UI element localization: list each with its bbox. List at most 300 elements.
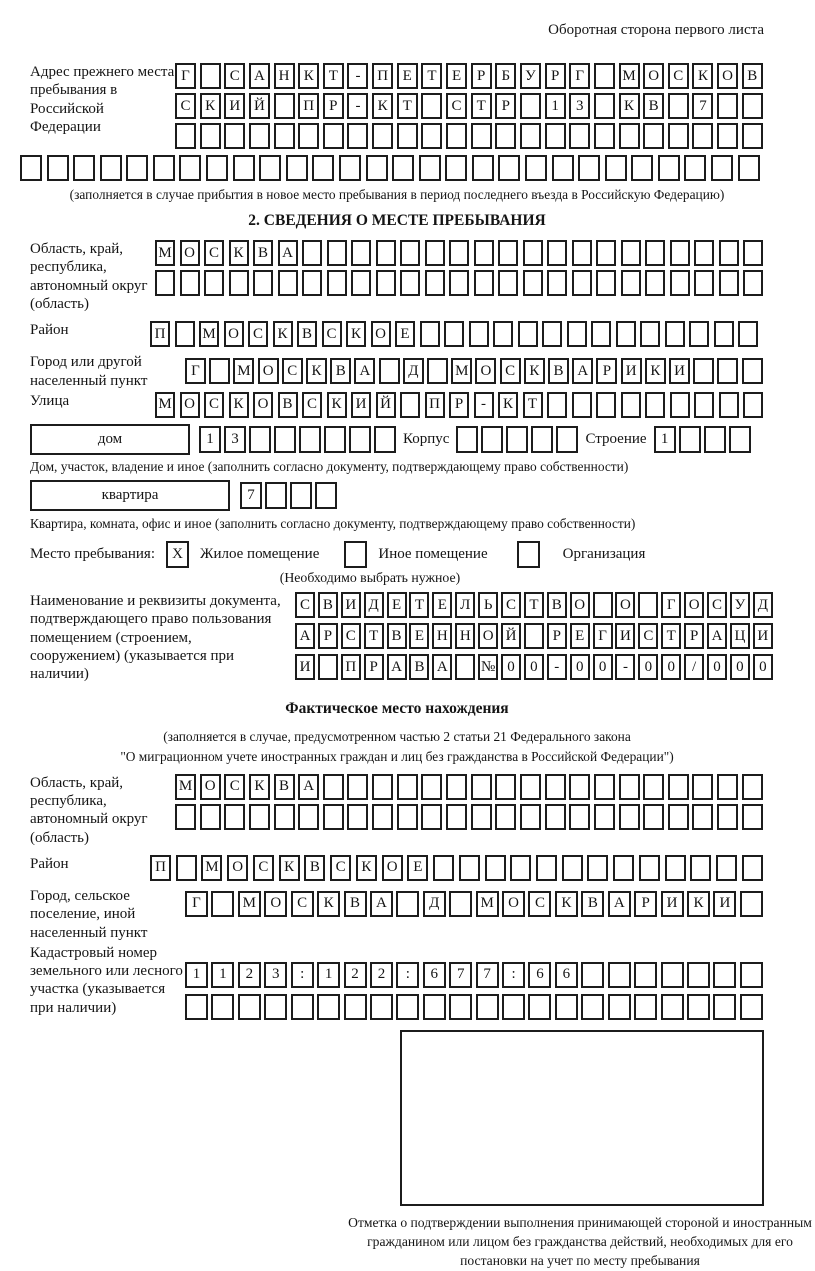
char-box[interactable]: 0 <box>661 654 681 680</box>
char-box[interactable] <box>520 804 541 830</box>
char-box[interactable] <box>605 155 627 181</box>
char-box[interactable] <box>506 426 528 453</box>
char-box[interactable] <box>397 804 418 830</box>
char-box[interactable]: К <box>327 392 347 418</box>
char-box[interactable] <box>495 774 516 800</box>
char-box[interactable] <box>485 855 506 881</box>
char-box[interactable]: Н <box>455 623 475 649</box>
char-box[interactable] <box>711 155 733 181</box>
char-box[interactable] <box>376 240 396 266</box>
char-box[interactable]: 7 <box>692 93 713 119</box>
char-box[interactable] <box>433 855 454 881</box>
char-box[interactable]: Д <box>753 592 773 618</box>
char-box[interactable] <box>179 155 201 181</box>
char-box[interactable]: - <box>615 654 635 680</box>
char-box[interactable] <box>347 123 368 149</box>
char-box[interactable]: Ь <box>478 592 498 618</box>
char-box[interactable] <box>176 855 197 881</box>
char-box[interactable] <box>520 93 541 119</box>
char-box[interactable]: С <box>500 358 521 384</box>
char-box[interactable]: А <box>387 654 407 680</box>
char-box[interactable]: У <box>730 592 750 618</box>
char-box[interactable] <box>370 994 393 1020</box>
char-box[interactable] <box>694 240 714 266</box>
char-box[interactable]: К <box>645 358 666 384</box>
char-box[interactable]: О <box>224 321 244 347</box>
char-box[interactable] <box>200 63 221 89</box>
char-box[interactable]: О <box>180 240 200 266</box>
char-box[interactable]: О <box>264 891 287 917</box>
char-box[interactable]: 2 <box>370 962 393 988</box>
char-box[interactable] <box>397 123 418 149</box>
char-box[interactable] <box>713 962 736 988</box>
char-box[interactable] <box>572 392 592 418</box>
char-box[interactable] <box>427 358 448 384</box>
char-box[interactable] <box>619 123 640 149</box>
char-box[interactable] <box>299 426 321 453</box>
char-box[interactable] <box>372 774 393 800</box>
char-box[interactable] <box>616 321 636 347</box>
char-box[interactable]: А <box>295 623 315 649</box>
char-box[interactable] <box>471 123 492 149</box>
char-box[interactable]: К <box>229 392 249 418</box>
char-box[interactable]: И <box>753 623 773 649</box>
char-box[interactable]: 2 <box>238 962 261 988</box>
char-box[interactable] <box>692 774 713 800</box>
stay-type-checkbox-residential[interactable]: X <box>166 541 189 568</box>
char-box[interactable] <box>155 270 175 296</box>
char-box[interactable] <box>449 270 469 296</box>
char-box[interactable] <box>717 123 738 149</box>
char-box[interactable] <box>547 240 567 266</box>
char-box[interactable]: В <box>409 654 429 680</box>
char-box[interactable] <box>224 804 245 830</box>
char-box[interactable]: С <box>224 63 245 89</box>
char-box[interactable] <box>420 321 440 347</box>
char-box[interactable]: Р <box>495 93 516 119</box>
char-box[interactable]: С <box>707 592 727 618</box>
char-box[interactable] <box>47 155 69 181</box>
char-box[interactable] <box>366 155 388 181</box>
char-box[interactable]: О <box>382 855 403 881</box>
char-box[interactable] <box>536 855 557 881</box>
char-box[interactable] <box>542 321 562 347</box>
char-box[interactable] <box>717 358 738 384</box>
char-box[interactable]: Р <box>596 358 617 384</box>
char-box[interactable]: Р <box>684 623 704 649</box>
char-box[interactable]: Е <box>446 63 467 89</box>
char-box[interactable]: К <box>279 855 300 881</box>
char-box[interactable]: С <box>668 63 689 89</box>
char-box[interactable]: С <box>341 623 361 649</box>
char-box[interactable] <box>446 804 467 830</box>
char-box[interactable]: Т <box>661 623 681 649</box>
char-box[interactable]: О <box>502 891 525 917</box>
char-box[interactable]: И <box>713 891 736 917</box>
char-box[interactable] <box>645 240 665 266</box>
char-box[interactable] <box>274 123 295 149</box>
char-box[interactable]: А <box>608 891 631 917</box>
char-box[interactable]: К <box>356 855 377 881</box>
char-box[interactable] <box>545 123 566 149</box>
char-box[interactable]: М <box>155 392 175 418</box>
char-box[interactable]: С <box>224 774 245 800</box>
char-box[interactable] <box>229 270 249 296</box>
char-box[interactable] <box>668 93 689 119</box>
char-box[interactable]: К <box>200 93 221 119</box>
char-box[interactable]: В <box>643 93 664 119</box>
char-box[interactable] <box>587 855 608 881</box>
char-box[interactable]: - <box>347 63 368 89</box>
char-box[interactable] <box>400 270 420 296</box>
char-box[interactable] <box>327 270 347 296</box>
char-box[interactable] <box>347 804 368 830</box>
char-box[interactable] <box>661 994 684 1020</box>
char-box[interactable]: С <box>248 321 268 347</box>
char-box[interactable] <box>621 270 641 296</box>
char-box[interactable] <box>175 804 196 830</box>
char-box[interactable] <box>474 270 494 296</box>
char-box[interactable] <box>459 855 480 881</box>
char-box[interactable] <box>211 891 234 917</box>
char-box[interactable]: В <box>330 358 351 384</box>
char-box[interactable] <box>593 592 613 618</box>
char-box[interactable]: Р <box>634 891 657 917</box>
char-box[interactable]: Е <box>407 855 428 881</box>
char-box[interactable]: № <box>478 654 498 680</box>
char-box[interactable]: 6 <box>423 962 446 988</box>
char-box[interactable] <box>474 240 494 266</box>
char-box[interactable]: 7 <box>240 482 262 509</box>
char-box[interactable]: И <box>621 358 642 384</box>
char-box[interactable]: Т <box>364 623 384 649</box>
char-box[interactable] <box>344 994 367 1020</box>
char-box[interactable]: О <box>570 592 590 618</box>
char-box[interactable] <box>351 240 371 266</box>
char-box[interactable]: : <box>291 962 314 988</box>
char-box[interactable]: Т <box>409 592 429 618</box>
char-box[interactable] <box>444 321 464 347</box>
char-box[interactable]: К <box>524 358 545 384</box>
char-box[interactable] <box>716 855 737 881</box>
char-box[interactable]: М <box>233 358 254 384</box>
char-box[interactable] <box>742 774 763 800</box>
char-box[interactable] <box>689 321 709 347</box>
char-box[interactable] <box>498 240 518 266</box>
char-box[interactable]: М <box>201 855 222 881</box>
char-box[interactable]: С <box>204 240 224 266</box>
char-box[interactable] <box>372 804 393 830</box>
char-box[interactable]: С <box>302 392 322 418</box>
char-box[interactable] <box>545 774 566 800</box>
char-box[interactable]: Д <box>403 358 424 384</box>
char-box[interactable]: Е <box>432 592 452 618</box>
char-box[interactable] <box>175 321 195 347</box>
char-box[interactable]: А <box>370 891 393 917</box>
char-box[interactable] <box>719 240 739 266</box>
char-box[interactable] <box>658 155 680 181</box>
char-box[interactable] <box>581 994 604 1020</box>
char-box[interactable]: О <box>478 623 498 649</box>
char-box[interactable] <box>596 270 616 296</box>
char-box[interactable]: А <box>354 358 375 384</box>
char-box[interactable] <box>619 804 640 830</box>
char-box[interactable] <box>645 392 665 418</box>
char-box[interactable]: В <box>297 321 317 347</box>
char-box[interactable] <box>481 426 503 453</box>
char-box[interactable]: И <box>669 358 690 384</box>
char-box[interactable] <box>621 240 641 266</box>
char-box[interactable]: И <box>224 93 245 119</box>
char-box[interactable] <box>523 240 543 266</box>
char-box[interactable] <box>498 155 520 181</box>
char-box[interactable]: П <box>298 93 319 119</box>
char-box[interactable] <box>200 123 221 149</box>
char-box[interactable] <box>591 321 611 347</box>
char-box[interactable] <box>690 855 711 881</box>
char-box[interactable] <box>100 155 122 181</box>
char-box[interactable] <box>528 994 551 1020</box>
char-box[interactable]: 1 <box>317 962 340 988</box>
char-box[interactable]: Е <box>409 623 429 649</box>
char-box[interactable]: О <box>475 358 496 384</box>
char-box[interactable] <box>446 123 467 149</box>
char-box[interactable] <box>495 123 516 149</box>
char-box[interactable]: О <box>253 392 273 418</box>
char-box[interactable]: С <box>291 891 314 917</box>
char-box[interactable]: С <box>446 93 467 119</box>
char-box[interactable] <box>421 774 442 800</box>
char-box[interactable] <box>323 774 344 800</box>
char-box[interactable] <box>73 155 95 181</box>
char-box[interactable]: О <box>180 392 200 418</box>
char-box[interactable]: П <box>150 855 171 881</box>
char-box[interactable]: 6 <box>528 962 551 988</box>
char-box[interactable]: Н <box>432 623 452 649</box>
char-box[interactable]: И <box>615 623 635 649</box>
char-box[interactable] <box>740 891 763 917</box>
char-box[interactable] <box>719 270 739 296</box>
char-box[interactable] <box>20 155 42 181</box>
char-box[interactable] <box>693 358 714 384</box>
char-box[interactable]: М <box>619 63 640 89</box>
char-box[interactable] <box>502 994 525 1020</box>
char-box[interactable] <box>449 994 472 1020</box>
char-box[interactable] <box>567 321 587 347</box>
char-box[interactable] <box>524 623 544 649</box>
char-box[interactable] <box>578 155 600 181</box>
char-box[interactable]: : <box>502 962 525 988</box>
char-box[interactable] <box>445 155 467 181</box>
char-box[interactable]: А <box>432 654 452 680</box>
char-box[interactable]: Г <box>661 592 681 618</box>
char-box[interactable] <box>323 804 344 830</box>
char-box[interactable]: Й <box>376 392 396 418</box>
char-box[interactable]: А <box>707 623 727 649</box>
char-box[interactable]: Е <box>570 623 590 649</box>
char-box[interactable]: 0 <box>570 654 590 680</box>
char-box[interactable]: Н <box>274 63 295 89</box>
char-box[interactable]: Л <box>455 592 475 618</box>
char-box[interactable] <box>552 155 574 181</box>
char-box[interactable]: И <box>295 654 315 680</box>
char-box[interactable] <box>209 358 230 384</box>
char-box[interactable] <box>665 321 685 347</box>
char-box[interactable] <box>520 123 541 149</box>
char-box[interactable] <box>643 774 664 800</box>
char-box[interactable] <box>742 358 763 384</box>
char-box[interactable] <box>347 774 368 800</box>
char-box[interactable] <box>547 270 567 296</box>
char-box[interactable] <box>372 123 393 149</box>
char-box[interactable]: Й <box>249 93 270 119</box>
char-box[interactable] <box>661 962 684 988</box>
char-box[interactable] <box>392 155 414 181</box>
char-box[interactable] <box>608 994 631 1020</box>
char-box[interactable]: У <box>520 63 541 89</box>
char-box[interactable] <box>249 123 270 149</box>
char-box[interactable] <box>298 123 319 149</box>
char-box[interactable]: 0 <box>524 654 544 680</box>
char-box[interactable] <box>569 774 590 800</box>
char-box[interactable]: 3 <box>264 962 287 988</box>
char-box[interactable]: А <box>278 240 298 266</box>
char-box[interactable] <box>471 774 492 800</box>
char-box[interactable] <box>253 270 273 296</box>
char-box[interactable]: И <box>341 592 361 618</box>
char-box[interactable]: К <box>498 392 518 418</box>
char-box[interactable]: Г <box>593 623 613 649</box>
char-box[interactable] <box>400 240 420 266</box>
char-box[interactable] <box>643 804 664 830</box>
char-box[interactable] <box>471 804 492 830</box>
char-box[interactable] <box>324 426 346 453</box>
char-box[interactable] <box>740 994 763 1020</box>
char-box[interactable]: 3 <box>569 93 590 119</box>
char-box[interactable] <box>374 426 396 453</box>
char-box[interactable]: В <box>548 358 569 384</box>
char-box[interactable] <box>421 123 442 149</box>
char-box[interactable] <box>493 321 513 347</box>
char-box[interactable] <box>525 155 547 181</box>
char-box[interactable]: Р <box>323 93 344 119</box>
char-box[interactable]: А <box>249 63 270 89</box>
char-box[interactable]: О <box>258 358 279 384</box>
char-box[interactable] <box>694 392 714 418</box>
char-box[interactable] <box>742 93 763 119</box>
char-box[interactable] <box>274 93 295 119</box>
char-box[interactable]: 3 <box>224 426 246 453</box>
char-box[interactable] <box>200 804 221 830</box>
char-box[interactable] <box>569 804 590 830</box>
char-box[interactable]: 1 <box>199 426 221 453</box>
char-box[interactable]: 7 <box>476 962 499 988</box>
char-box[interactable] <box>204 270 224 296</box>
char-box[interactable]: К <box>249 774 270 800</box>
char-box[interactable]: С <box>322 321 342 347</box>
char-box[interactable] <box>670 270 690 296</box>
char-box[interactable] <box>510 855 531 881</box>
char-box[interactable]: П <box>341 654 361 680</box>
char-box[interactable] <box>631 155 653 181</box>
char-box[interactable]: К <box>346 321 366 347</box>
char-box[interactable] <box>278 270 298 296</box>
char-box[interactable] <box>638 592 658 618</box>
char-box[interactable] <box>742 123 763 149</box>
char-box[interactable]: 0 <box>730 654 750 680</box>
char-box[interactable]: К <box>372 93 393 119</box>
char-box[interactable]: 1 <box>654 426 676 453</box>
char-box[interactable] <box>608 962 631 988</box>
char-box[interactable] <box>291 994 314 1020</box>
char-box[interactable] <box>743 240 763 266</box>
char-box[interactable]: И <box>661 891 684 917</box>
char-box[interactable] <box>668 774 689 800</box>
char-box[interactable] <box>286 155 308 181</box>
char-box[interactable]: М <box>238 891 261 917</box>
char-box[interactable]: Т <box>421 63 442 89</box>
char-box[interactable]: П <box>150 321 170 347</box>
char-box[interactable] <box>742 804 763 830</box>
char-box[interactable] <box>349 426 371 453</box>
char-box[interactable] <box>425 240 445 266</box>
char-box[interactable] <box>581 962 604 988</box>
char-box[interactable] <box>694 270 714 296</box>
char-box[interactable] <box>180 270 200 296</box>
char-box[interactable]: : <box>396 962 419 988</box>
char-box[interactable]: Б <box>495 63 516 89</box>
char-box[interactable]: Г <box>185 891 208 917</box>
char-box[interactable]: О <box>615 592 635 618</box>
char-box[interactable]: А <box>298 774 319 800</box>
char-box[interactable]: 1 <box>545 93 566 119</box>
char-box[interactable]: В <box>581 891 604 917</box>
char-box[interactable] <box>562 855 583 881</box>
char-box[interactable] <box>719 392 739 418</box>
char-box[interactable]: Д <box>364 592 384 618</box>
char-box[interactable] <box>520 774 541 800</box>
char-box[interactable]: 0 <box>753 654 773 680</box>
char-box[interactable]: В <box>253 240 273 266</box>
char-box[interactable]: Е <box>397 63 418 89</box>
char-box[interactable] <box>265 482 287 509</box>
char-box[interactable] <box>376 270 396 296</box>
char-box[interactable]: Р <box>318 623 338 649</box>
char-box[interactable] <box>249 426 271 453</box>
char-box[interactable] <box>643 123 664 149</box>
char-box[interactable]: М <box>476 891 499 917</box>
char-box[interactable]: - <box>547 654 567 680</box>
char-box[interactable] <box>396 994 419 1020</box>
char-box[interactable]: К <box>692 63 713 89</box>
char-box[interactable]: К <box>273 321 293 347</box>
char-box[interactable] <box>668 123 689 149</box>
char-box[interactable]: Г <box>185 358 206 384</box>
char-box[interactable] <box>397 774 418 800</box>
char-box[interactable]: С <box>330 855 351 881</box>
char-box[interactable] <box>569 123 590 149</box>
char-box[interactable] <box>717 774 738 800</box>
char-box[interactable] <box>264 994 287 1020</box>
char-box[interactable] <box>596 392 616 418</box>
char-box[interactable]: Д <box>423 891 446 917</box>
char-box[interactable]: В <box>547 592 567 618</box>
char-box[interactable] <box>327 240 347 266</box>
char-box[interactable] <box>639 855 660 881</box>
char-box[interactable]: К <box>306 358 327 384</box>
char-box[interactable]: М <box>199 321 219 347</box>
char-box[interactable] <box>596 240 616 266</box>
